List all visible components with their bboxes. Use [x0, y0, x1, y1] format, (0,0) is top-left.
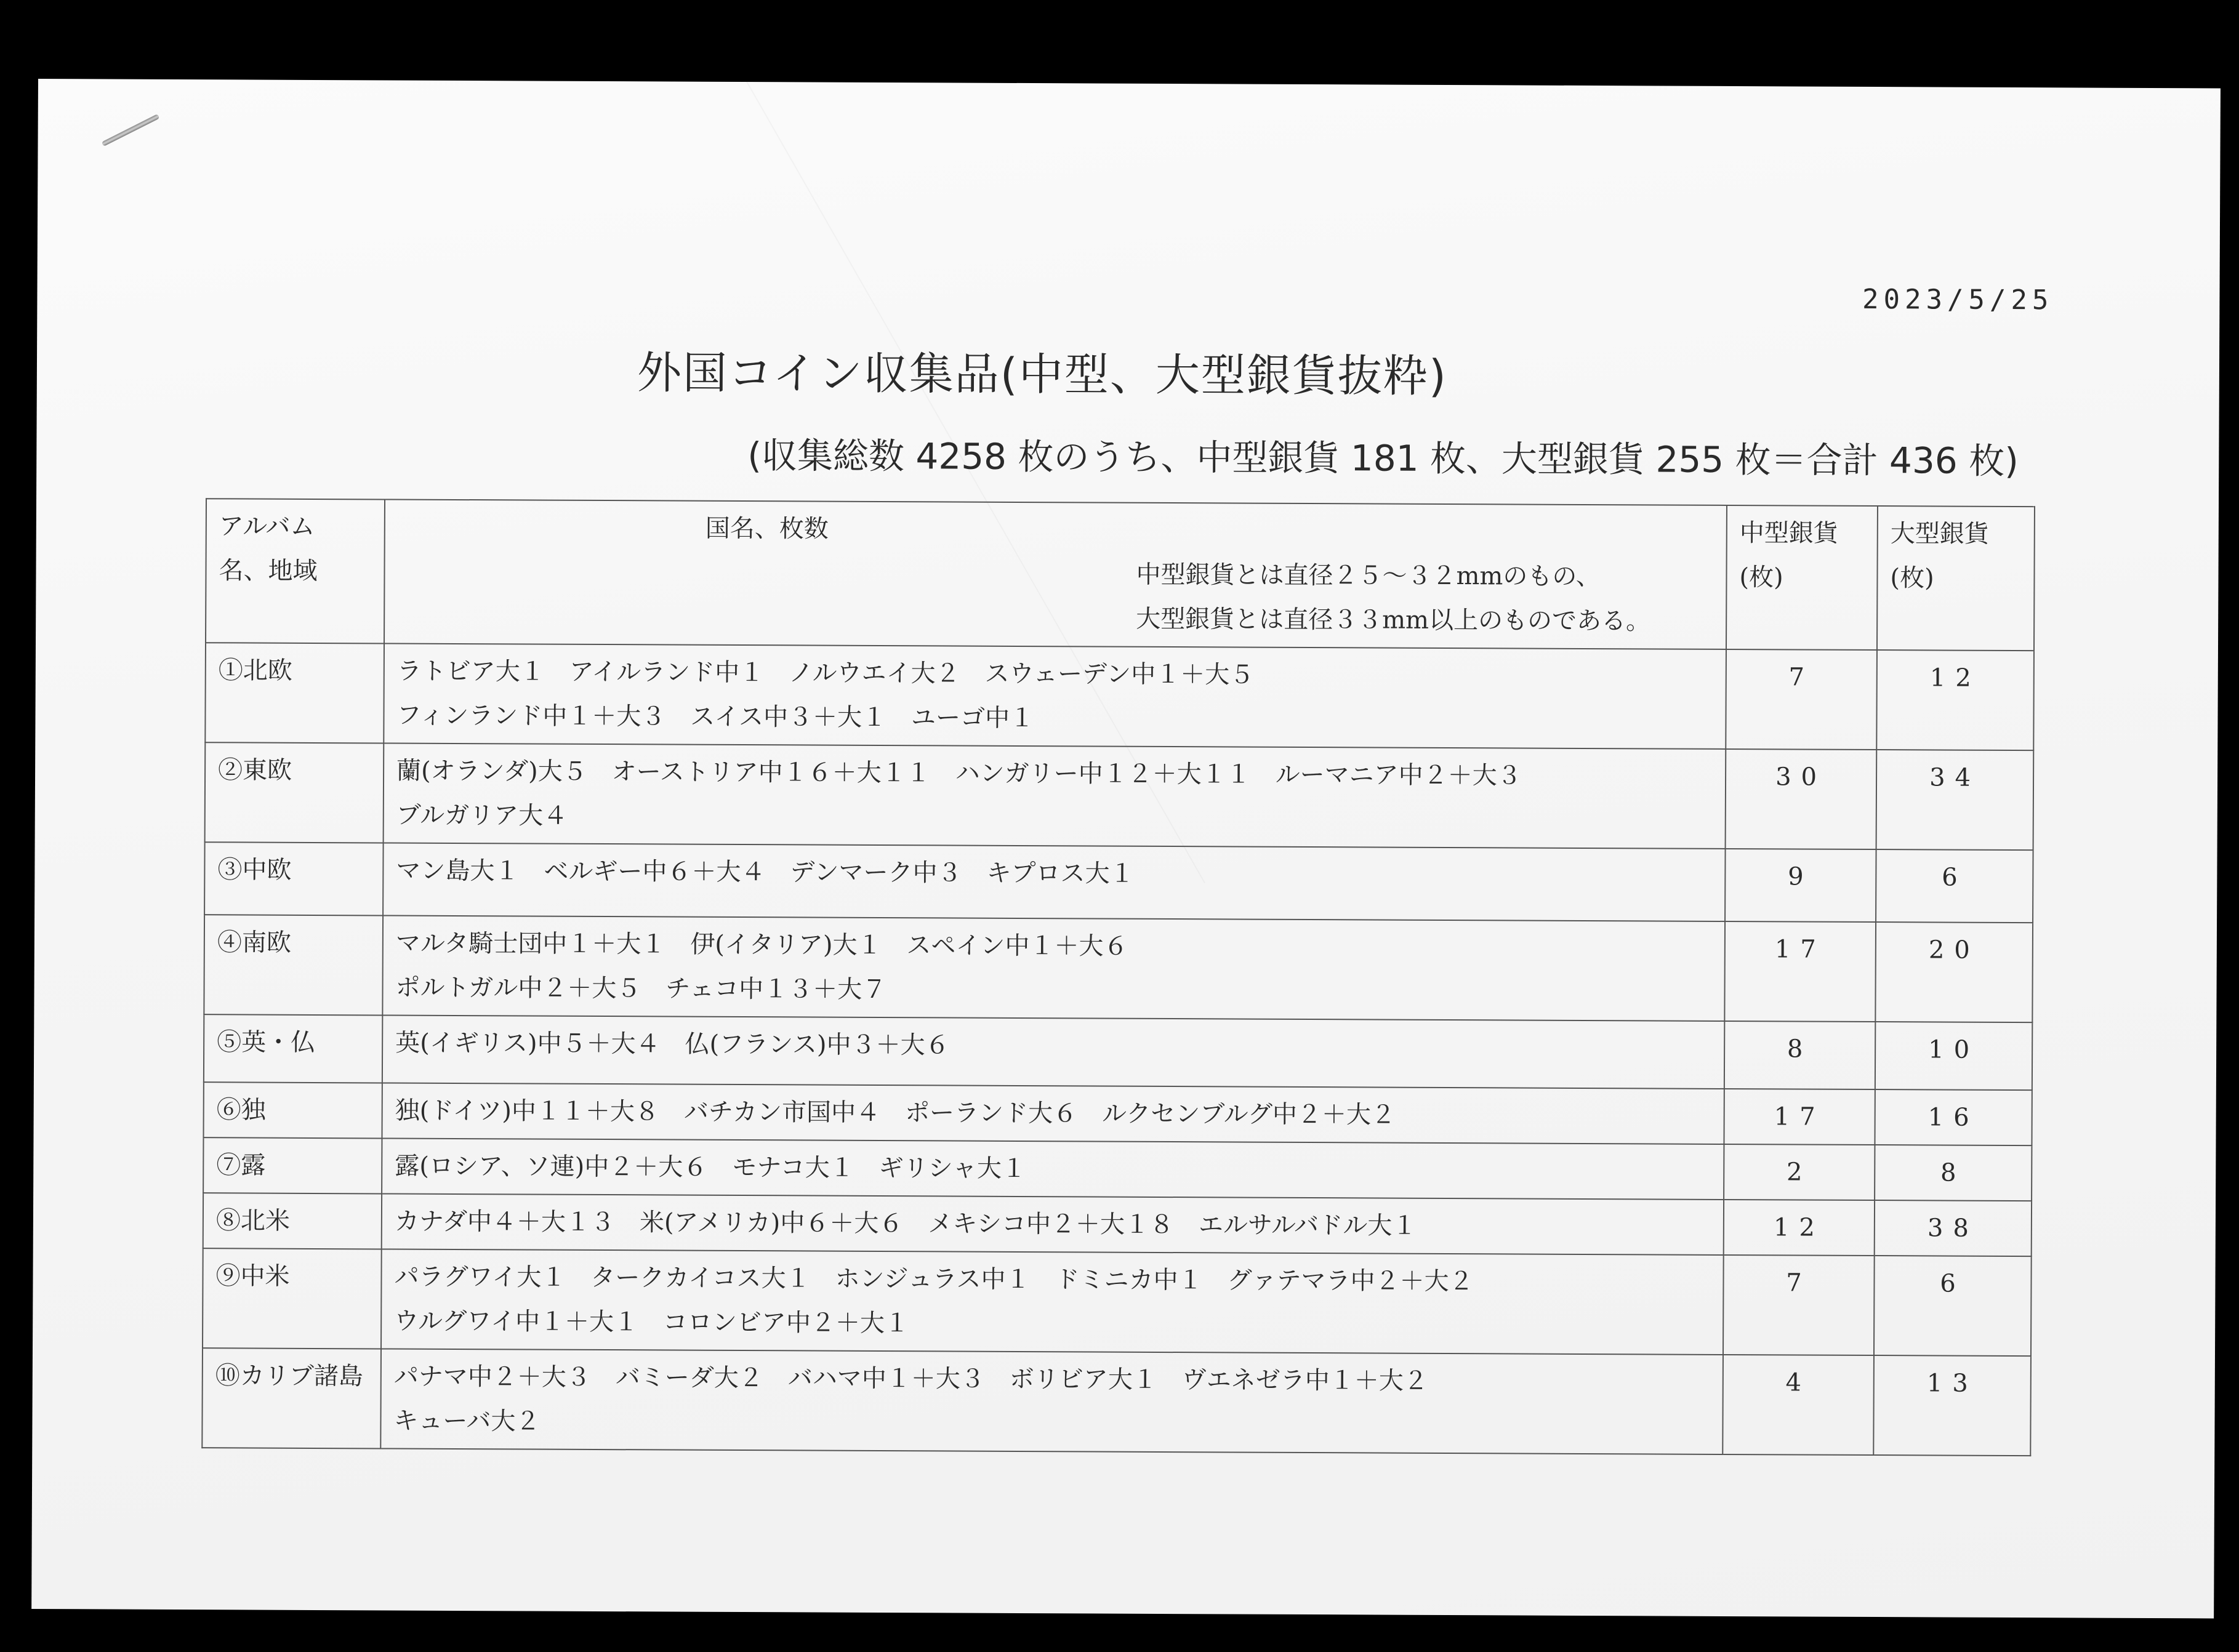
row-countries-line1: マルタ騎士団中１＋大１ 伊(イタリア)大１ スペイン中１＋大６	[395, 929, 1128, 961]
row-large-count: 6	[1876, 849, 2033, 923]
row-countries	[384, 643, 1726, 749]
table-row	[205, 742, 2034, 850]
row-countries-line1: パラグワイ大１ タークカイコス大１ ホンジュラス中１ ドミニカ中１ グァテマラ中２＋大２	[394, 1262, 1474, 1296]
table-row	[203, 1193, 2032, 1256]
row-medium-count: 12	[1724, 1200, 1875, 1256]
row-region-label: ⑩カリブ諸島	[215, 1361, 363, 1391]
row-large-count: 12	[1876, 650, 2034, 750]
row-region	[202, 1348, 381, 1448]
table-row	[203, 1082, 2032, 1145]
row-countries-line1: 英(イギリス)中５＋大４ 仏(フランス)中３＋大６	[395, 1028, 950, 1060]
row-medium-count: 17	[1724, 921, 1876, 1022]
header-large	[1877, 506, 2035, 651]
row-region: ④南欧	[204, 915, 383, 1015]
row-region: ⑧北米	[203, 1193, 382, 1249]
table-row	[202, 1348, 2031, 1456]
row-region: ②東欧	[205, 742, 384, 843]
row-medium-count: 30	[1726, 749, 1877, 849]
coin-table	[201, 498, 2035, 1456]
row-countries-line1: 露(ロシア、ソ連)中２＋大６ モナコ大１ ギリシャ大１	[395, 1152, 1027, 1184]
row-medium-count: 9	[1725, 849, 1876, 922]
table-row	[205, 643, 2034, 750]
row-countries	[381, 1249, 1724, 1355]
row-region: ⑤英・仏	[204, 1014, 382, 1083]
header-region-line2: 名、地域	[219, 556, 318, 585]
row-large-count: 38	[1875, 1200, 2032, 1256]
row-large-count: 6	[1874, 1256, 2032, 1356]
staple-mark	[102, 114, 160, 146]
header-large-line2: (枚)	[1890, 564, 1934, 593]
row-medium-count: 7	[1726, 649, 1877, 750]
row-countries	[383, 843, 1725, 921]
header-note-line1: 中型銀貨とは直径２５～３２mmのもの、	[1136, 560, 1601, 591]
row-countries-line2: ブルガリア大４	[396, 801, 568, 830]
row-countries	[380, 1349, 1723, 1454]
row-countries-line1: マン島大１ ベルギー中６＋大４ デンマーク中３ キプロス大１	[396, 856, 1135, 888]
row-countries	[382, 1083, 1724, 1144]
row-region: ③中欧	[204, 842, 384, 915]
row-medium-count: 7	[1723, 1255, 1875, 1355]
table-row	[203, 1137, 2032, 1201]
table-row	[203, 1248, 2032, 1356]
table-row	[204, 842, 2033, 923]
paper-sheet	[31, 79, 2221, 1618]
header-countries-label: 国名、枚数	[705, 514, 829, 543]
row-countries-line1: ラトビア大１ アイルランド中１ ノルウエイ大２ スウェーデン中１＋大５	[396, 657, 1255, 689]
row-countries-line1: 蘭(オランダ)大５ オーストリア中１６＋大１１ ハンガリー中１２＋大１１ ルーマニア中２＋大３	[396, 756, 1522, 790]
row-medium-count: 17	[1724, 1089, 1875, 1145]
row-countries-line1: 独(ドイツ)中１１＋大８ バチカン市国中４ ポーランド大６ ルクセンブルグ中２＋大２	[395, 1096, 1396, 1129]
row-region: ⑦露	[203, 1137, 382, 1193]
row-large-count: 20	[1875, 922, 2033, 1022]
header-note-line2: 大型銀貨とは直径３３mm以上のものである。	[1136, 604, 1651, 636]
row-countries-line2: ウルグワイ中１＋大１ コロンビア中２＋大１	[394, 1307, 910, 1338]
header-medium-line2: (枚)	[1739, 563, 1783, 592]
row-large-count: 16	[1875, 1089, 2032, 1145]
table-row	[204, 915, 2033, 1022]
row-countries-line2: フィンランド中１＋大３ スイス中３＋大１ ユーゴ中１	[396, 701, 1035, 733]
row-medium-count: 2	[1724, 1144, 1875, 1200]
header-region-line1: アルバム	[219, 512, 315, 541]
row-large-count: 13	[1873, 1355, 2031, 1456]
row-region: ⑨中米	[203, 1248, 382, 1349]
row-countries-line1: カナダ中４＋大１３ 米(アメリカ)中６＋大６ メキシコ中２＋大１８ エルサルバドル大１	[394, 1207, 1417, 1240]
row-countries-line2: キューバ大２	[393, 1406, 541, 1436]
table-row	[204, 1014, 2032, 1090]
document-title: 外国コイン収集品(中型、大型銀貨抜粋)	[637, 347, 1448, 402]
row-countries	[382, 1193, 1724, 1255]
header-region	[206, 499, 385, 643]
row-countries	[382, 1015, 1724, 1089]
document-subtitle: (収集総数 4258 枚のうち、中型銀貨 181 枚、大型銀貨 255 枚＝合計 436 枚)	[747, 435, 2019, 483]
row-region: ⑥独	[203, 1082, 382, 1138]
row-medium-count: 8	[1724, 1021, 1875, 1089]
row-region: ①北欧	[205, 643, 384, 743]
header-medium	[1726, 505, 1878, 650]
row-countries-line2: ポルトガル中２＋大５ チェコ中１３＋大７	[395, 973, 887, 1004]
row-countries	[382, 1138, 1724, 1200]
row-large-count: 8	[1875, 1145, 2032, 1201]
header-countries	[384, 499, 1727, 649]
header-medium-line1: 中型銀貨	[1739, 519, 1838, 548]
row-medium-count: 4	[1722, 1355, 1874, 1455]
document-date: 2023/5/25	[1862, 283, 2054, 316]
row-countries	[384, 743, 1726, 849]
table-header-row	[206, 499, 2035, 651]
row-large-count: 34	[1876, 750, 2034, 850]
row-countries-line1: パナマ中２＋大３ バミーダ大２ バハマ中１＋大３ ボリビア大１ ヴエネゼラ中１＋大２	[393, 1362, 1428, 1395]
header-large-line1: 大型銀貨	[1890, 519, 1989, 548]
row-countries	[382, 915, 1725, 1021]
row-large-count: 10	[1875, 1022, 2032, 1090]
